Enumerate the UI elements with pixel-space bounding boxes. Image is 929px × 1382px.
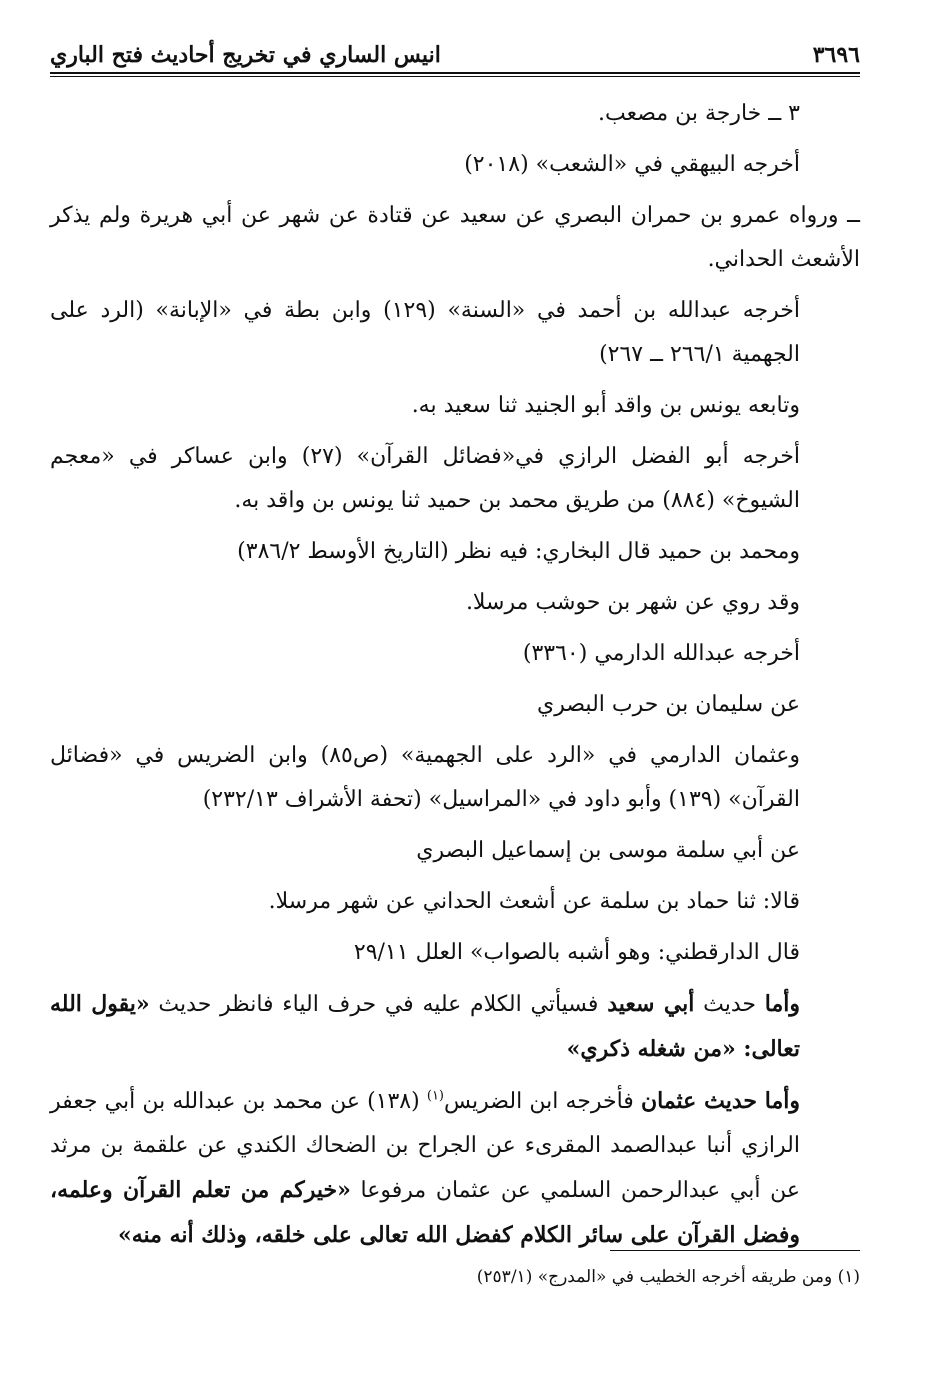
header-rule <box>50 72 860 74</box>
paragraph-10: عن سليمان بن حرب البصري <box>537 692 800 717</box>
footnote-rule <box>610 1250 860 1251</box>
text-run: فسيأتي الكلام عليه في حرف الياء فانظر حديث <box>149 992 608 1017</box>
paragraph-14: قال الدارقطني: وهو أشبه بالصواب» العلل ٢٩/١١ <box>353 940 800 965</box>
page-number: ٣٦٩٦ <box>812 42 860 68</box>
paragraph-6: أخرجه أبو الفضل الرازي في«فضائل القرآن» (٢٧) وابن عساكر في «معجم الشيوخ» (٨٨٤) من طريق محمد بن حميد ثنا يونس بن واقد به. <box>50 444 800 513</box>
header-rule-thin <box>50 76 860 77</box>
footnote-marker: (١) <box>426 1088 444 1104</box>
book-title: انيس الساري في تخريج أحاديث فتح الباري <box>50 42 441 68</box>
page-body <box>50 92 860 1265</box>
paragraph-1: ٣ ــ خارجة بن مصعب. <box>598 101 800 126</box>
text-run: (١٣٨) عن محمد بن عبدالله بن أبي جعفر الرازي أنبا عبدالصمد المقرىء عن الجراح بن الضحاك الكندي عن علقمة بن مرثد عن أبي عبدالرحمن السلمي عن عثمان مرفوعا <box>50 1089 800 1203</box>
bold-lead: وأما حديث عثمان <box>640 1088 800 1114</box>
paragraph-15 <box>50 982 860 1072</box>
paragraph-16 <box>50 1079 860 1258</box>
text-run: حديث <box>694 992 765 1017</box>
text-run: فأخرجه ابن الضريس <box>444 1089 641 1114</box>
bold-name: أبي سعيد <box>607 991 695 1017</box>
page-header <box>50 30 860 68</box>
footnote: (١) ومن طريقه أخرجه الخطيب في «المدرج» (٢٥٣/١) <box>476 1267 860 1287</box>
paragraph-13: قالا: ثنا حماد بن سلمة عن أشعث الحداني عن شهر مرسلا. <box>268 889 800 914</box>
paragraph-8: وقد روي عن شهر بن حوشب مرسلا. <box>465 590 800 615</box>
bold-hadith: «يقول الله تعالى: «من شغله ذكري» <box>50 991 800 1062</box>
bold-hadith: «خيركم من تعلم القرآن وعلمه، وفضل القرآن على سائر الكلام كفضل الله تعالى على خلقه، وذلك أنه منه» <box>50 1177 800 1248</box>
paragraph-2: أخرجه البيهقي في «الشعب» (٢٠١٨) <box>464 152 800 177</box>
paragraph-11: وعثمان الدارمي في «الرد على الجهمية» (ص٨٥) وابن الضريس في «فضائل القرآن» (١٣٩) وأبو داود في «المراسيل» (تحفة الأشراف ٢٣٢/١٣) <box>50 743 800 812</box>
paragraph-12: عن أبي سلمة موسى بن إسماعيل البصري <box>416 838 800 863</box>
paragraph-5: وتابعه يونس بن واقد أبو الجنيد ثنا سعيد به. <box>411 393 800 418</box>
paragraph-4: أخرجه عبدالله بن أحمد في «السنة» (١٢٩) وابن بطة في «الإبانة» (الرد على الجهمية ٢٦٦/١ ــ ٢٦٧) <box>50 298 800 367</box>
paragraph-9: أخرجه عبدالله الدارمي (٣٣٦٠) <box>522 641 800 666</box>
paragraph-3: ــ ورواه عمرو بن حمران البصري عن سعيد عن قتادة عن شهر عن أبي هريرة ولم يذكر الأشعث الحداني. <box>50 203 860 272</box>
paragraph-7: ومحمد بن حميد قال البخاري: فيه نظر (التاريخ الأوسط ٣٨٦/٢) <box>237 539 800 564</box>
bold-lead: وأما <box>764 991 801 1017</box>
